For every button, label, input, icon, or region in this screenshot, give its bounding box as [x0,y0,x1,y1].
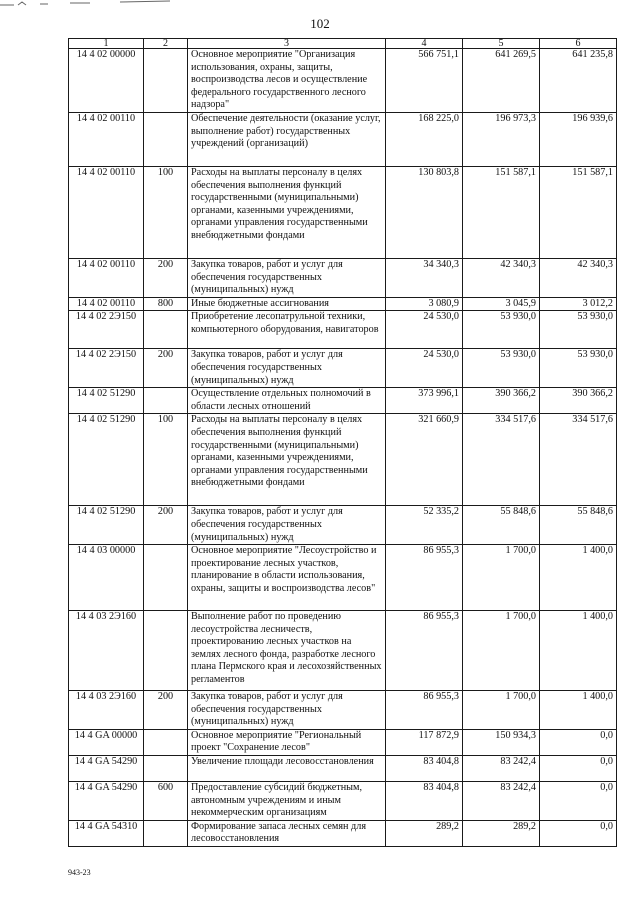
amount-year-1-cell: 321 660,9 [386,414,463,506]
column-header: 2 [144,39,188,49]
expense-type-cell: 100 [144,414,188,506]
amount-year-2-cell: 289,2 [463,820,540,846]
item-name-cell: Основное мероприятие "Региональный проект "Сохранение лесов" [188,729,386,755]
table-row [69,756,617,782]
amount-year-3-cell: 1 400,0 [540,611,617,691]
budget-code-cell: 14 4 02 51290 [69,506,144,545]
amount-year-3-cell: 42 340,3 [540,258,617,297]
table-row [69,782,617,821]
amount-year-3-cell: 0,0 [540,729,617,755]
amount-year-1-cell: 168 225,0 [386,112,463,166]
table-row [69,506,617,545]
item-name-cell: Расходы на выплаты персоналу в целях обеспечения выполнения функций государственными (муниципальными) органами, казенными учреждениями, органами управления государственными внебюджетными фондами [188,414,386,506]
amount-year-2-cell: 151 587,1 [463,166,540,258]
expense-type-cell: 200 [144,691,188,730]
amount-year-1-cell: 52 335,2 [386,506,463,545]
amount-year-2-cell: 53 930,0 [463,349,540,388]
amount-year-1-cell: 34 340,3 [386,258,463,297]
expense-type-cell [144,545,188,611]
amount-year-1-cell: 566 751,1 [386,49,463,113]
amount-year-3-cell: 0,0 [540,756,617,782]
amount-year-2-cell: 55 848,6 [463,506,540,545]
table-row [69,414,617,506]
amount-year-2-cell: 83 242,4 [463,756,540,782]
item-name-cell: Расходы на выплаты персоналу в целях обеспечения выполнения функций государственными (муниципальными) органами, казенными учреждениями, органами управления государственными внебюджетными фондами [188,166,386,258]
expense-type-cell [144,112,188,166]
amount-year-3-cell: 53 930,0 [540,311,617,349]
budget-code-cell: 14 4 GA 00000 [69,729,144,755]
expense-type-cell [144,311,188,349]
expense-type-cell: 100 [144,166,188,258]
amount-year-1-cell: 24 530,0 [386,349,463,388]
column-header: 4 [386,39,463,49]
item-name-cell: Иные бюджетные ассигнования [188,297,386,311]
item-name-cell: Обеспечение деятельности (оказание услуг, выполнение работ) государственных учреждений (организаций) [188,112,386,166]
budget-code-cell: 14 4 GA 54290 [69,756,144,782]
item-name-cell: Приобретение лесопатрульной техники, компьютерного оборудования, навигаторов [188,311,386,349]
amount-year-3-cell: 0,0 [540,782,617,821]
item-name-cell: Закупка товаров, работ и услуг для обеспечения государственных (муниципальных) нужд [188,506,386,545]
column-header: 6 [540,39,617,49]
amount-year-2-cell: 53 930,0 [463,311,540,349]
amount-year-3-cell: 53 930,0 [540,349,617,388]
amount-year-2-cell: 1 700,0 [463,611,540,691]
amount-year-3-cell: 0,0 [540,820,617,846]
budget-code-cell: 14 4 02 51290 [69,388,144,414]
amount-year-3-cell: 1 400,0 [540,691,617,730]
table-row [69,729,617,755]
budget-code-cell: 14 4 02 00110 [69,166,144,258]
amount-year-2-cell: 196 973,3 [463,112,540,166]
table-header-row [69,39,617,49]
amount-year-1-cell: 117 872,9 [386,729,463,755]
amount-year-3-cell: 1 400,0 [540,545,617,611]
table-row [69,297,617,311]
expense-type-cell [144,820,188,846]
item-name-cell: Предоставление субсидий бюджетным, автономным учреждениям и иным некоммерческим организациям [188,782,386,821]
table-row [69,258,617,297]
item-name-cell: Закупка товаров, работ и услуг для обеспечения государственных (муниципальных) нужд [188,258,386,297]
expense-type-cell: 200 [144,506,188,545]
budget-code-cell: 14 4 02 2Э150 [69,349,144,388]
amount-year-2-cell: 150 934,3 [463,729,540,755]
amount-year-3-cell: 3 012,2 [540,297,617,311]
table-row [69,166,617,258]
amount-year-1-cell: 3 080,9 [386,297,463,311]
amount-year-1-cell: 86 955,3 [386,611,463,691]
table-row [69,112,617,166]
scan-artifact-mark [0,0,210,6]
budget-code-cell: 14 4 02 00110 [69,297,144,311]
amount-year-2-cell: 1 700,0 [463,545,540,611]
item-name-cell: Формирование запаса лесных семян для лесовосстановления [188,820,386,846]
budget-code-cell: 14 4 02 2Э150 [69,311,144,349]
amount-year-1-cell: 83 404,8 [386,756,463,782]
budget-code-cell: 14 4 02 00000 [69,49,144,113]
amount-year-1-cell: 83 404,8 [386,782,463,821]
item-name-cell: Увеличение площади лесовосстановления [188,756,386,782]
expense-type-cell [144,729,188,755]
amount-year-2-cell: 83 242,4 [463,782,540,821]
table-row [69,311,617,349]
budget-code-cell: 14 4 03 2Э160 [69,611,144,691]
budget-code-cell: 14 4 02 51290 [69,414,144,506]
amount-year-2-cell: 1 700,0 [463,691,540,730]
column-header: 5 [463,39,540,49]
item-name-cell: Выполнение работ по проведению лесоустройства лесничеств, проектированию лесных участков на землях лесного фонда, разработке лесного плана Пермского края и лесохозяйственных регламентов [188,611,386,691]
amount-year-3-cell: 151 587,1 [540,166,617,258]
column-header: 1 [69,39,144,49]
expense-type-cell [144,756,188,782]
amount-year-3-cell: 390 366,2 [540,388,617,414]
item-name-cell: Осуществление отдельных полномочий в области лесных отношений [188,388,386,414]
item-name-cell: Основное мероприятие "Организация использования, охраны, защиты, воспроизводства лесов и осуществление федерального государственного лесного надзора" [188,49,386,113]
amount-year-1-cell: 86 955,3 [386,691,463,730]
table-row [69,388,617,414]
budget-code-cell: 14 4 02 00110 [69,258,144,297]
expense-type-cell: 200 [144,349,188,388]
amount-year-2-cell: 641 269,5 [463,49,540,113]
amount-year-3-cell: 196 939,6 [540,112,617,166]
item-name-cell: Основное мероприятие "Лесоустройство и проектирование лесных участков, планирование в области использования, охраны, защиты и воспроизводства лесов" [188,545,386,611]
column-header: 3 [188,39,386,49]
amount-year-3-cell: 641 235,8 [540,49,617,113]
amount-year-2-cell: 334 517,6 [463,414,540,506]
amount-year-2-cell: 390 366,2 [463,388,540,414]
item-name-cell: Закупка товаров, работ и услуг для обеспечения государственных (муниципальных) нужд [188,349,386,388]
table-row [69,49,617,113]
expense-type-cell: 200 [144,258,188,297]
budget-code-cell: 14 4 03 2Э160 [69,691,144,730]
amount-year-3-cell: 334 517,6 [540,414,617,506]
budget-table [68,38,617,847]
expense-type-cell [144,611,188,691]
table-row [69,349,617,388]
amount-year-1-cell: 24 530,0 [386,311,463,349]
amount-year-1-cell: 130 803,8 [386,166,463,258]
expense-type-cell: 800 [144,297,188,311]
expense-type-cell [144,49,188,113]
expense-type-cell [144,388,188,414]
budget-code-cell: 14 4 GA 54290 [69,782,144,821]
item-name-cell: Закупка товаров, работ и услуг для обеспечения государственных (муниципальных) нужд [188,691,386,730]
table-row [69,545,617,611]
document-code: 943-23 [68,868,91,877]
amount-year-1-cell: 86 955,3 [386,545,463,611]
budget-code-cell: 14 4 02 00110 [69,112,144,166]
amount-year-2-cell: 42 340,3 [463,258,540,297]
page-number: 102 [310,16,330,31]
amount-year-1-cell: 289,2 [386,820,463,846]
amount-year-1-cell: 373 996,1 [386,388,463,414]
budget-code-cell: 14 4 GA 54310 [69,820,144,846]
expense-type-cell: 600 [144,782,188,821]
amount-year-3-cell: 55 848,6 [540,506,617,545]
table-row [69,820,617,846]
table-row [69,691,617,730]
table-row [69,611,617,691]
budget-code-cell: 14 4 03 00000 [69,545,144,611]
amount-year-2-cell: 3 045,9 [463,297,540,311]
